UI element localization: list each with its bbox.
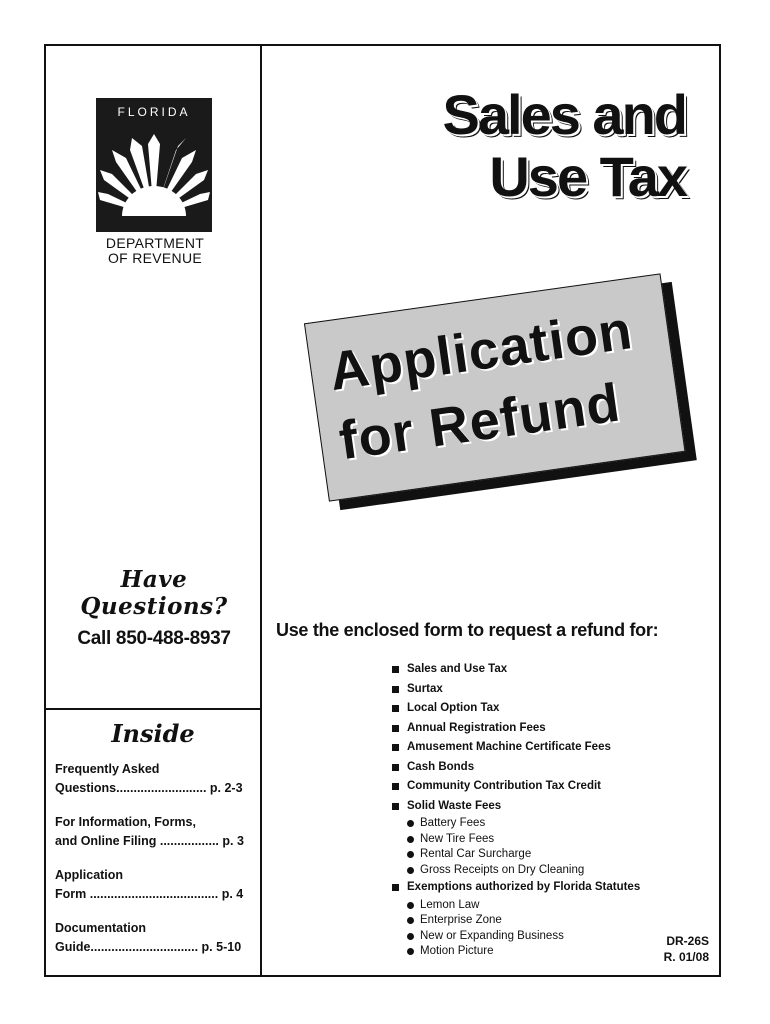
have-questions-line2: Questions? (80, 593, 228, 620)
dor-logo (96, 98, 214, 266)
have-questions-line1: Have (120, 566, 188, 593)
banner-line1: Application (325, 300, 637, 402)
toc-line: and Online Filing ................. p. 3 (55, 834, 244, 848)
form-code (664, 933, 709, 965)
solid-waste-sub-list (392, 816, 692, 878)
title-line1: Sales and (442, 83, 686, 146)
sub-list-item: Motion Picture (392, 944, 692, 960)
sub-list-item: Lemon Law (392, 898, 692, 914)
list-item: Amusement Machine Certificate Fees (392, 738, 692, 758)
toc-line: Application (55, 868, 124, 882)
inside-title: Inside (111, 719, 195, 748)
banner-line2: for Refund (335, 372, 625, 472)
have-questions-section (46, 566, 262, 650)
toc-item-information (55, 813, 251, 851)
form-number: DR-26S (666, 934, 709, 948)
application-banner (304, 271, 708, 522)
exemptions-sub-list (392, 898, 692, 960)
logo-dept-line2: OF REVENUE (107, 250, 202, 266)
sub-list-item: New or Expanding Business (392, 929, 692, 945)
list-item: Solid Waste Fees (392, 797, 692, 817)
sunburst-icon (96, 124, 212, 232)
logo-florida-word: FLORIDA (117, 105, 191, 119)
toc-line: For Information, Forms, (55, 815, 196, 829)
title-line2: Use Tax (489, 145, 686, 208)
list-item: Annual Registration Fees (392, 719, 692, 739)
form-revision: R. 01/08 (663, 950, 709, 964)
table-of-contents (55, 760, 251, 972)
logo-dept-line1: DEPARTMENT (105, 235, 205, 251)
toc-line: Form ..................................... p. 4 (55, 887, 244, 901)
toc-item-documentation (55, 919, 251, 957)
toc-line: Documentation (55, 921, 146, 935)
sub-list-item: Battery Fees (392, 816, 692, 832)
sub-list-item: Gross Receipts on Dry Cleaning (392, 863, 692, 879)
list-item: Local Option Tax (392, 699, 692, 719)
sub-list-item: Enterprise Zone (392, 913, 692, 929)
sub-list-item: New Tire Fees (392, 832, 692, 848)
list-item: Cash Bonds (392, 758, 692, 778)
list-item: Community Contribution Tax Credit (392, 777, 692, 797)
toc-line: Frequently Asked (55, 762, 160, 776)
logo-department-text (96, 236, 214, 266)
inside-contents-box (46, 708, 260, 977)
list-item: Sales and Use Tax (392, 660, 692, 680)
logo-box (96, 98, 212, 232)
toc-line: Guide............................... p. 5-10 (55, 940, 242, 954)
document-title (426, 84, 686, 208)
toc-item-application (55, 866, 251, 904)
refund-list (392, 660, 692, 960)
page-frame (44, 44, 721, 977)
list-item: Surtax (392, 680, 692, 700)
call-phone-number: Call 850-488-8937 (77, 628, 231, 649)
list-item: Exemptions authorized by Florida Statutes (392, 878, 692, 898)
intro-text: Use the enclosed form to request a refund for: (276, 620, 659, 640)
toc-line: Questions.......................... p. 2-3 (55, 781, 243, 795)
left-column (46, 46, 262, 975)
toc-item-faq (55, 760, 251, 798)
sub-list-item: Rental Car Surcharge (392, 847, 692, 863)
